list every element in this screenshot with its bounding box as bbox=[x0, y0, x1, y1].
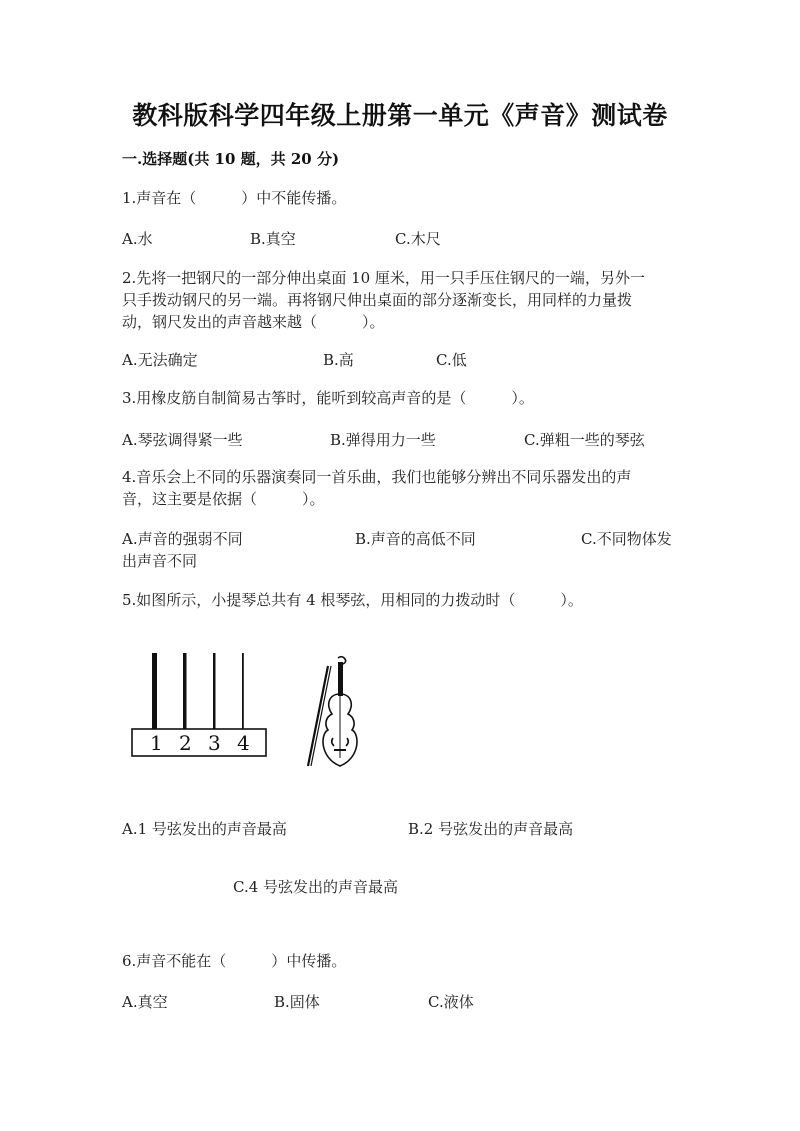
string-label-3: 3 bbox=[208, 731, 221, 755]
q1-option-c: C.木尺 bbox=[395, 230, 441, 248]
question-4-stem-line-1: 4.音乐会上不同的乐器演奏同一首乐曲，我们也能够分辨出不同乐器发出的声 bbox=[122, 468, 632, 486]
q1-option-a: A.水 bbox=[122, 230, 153, 248]
question-1-stem: 1.声音在（ ）中不能传播。 bbox=[122, 189, 347, 207]
violin-body bbox=[323, 657, 357, 766]
question-4-stem-line-2: 音，这主要是依据（ ）。 bbox=[122, 490, 325, 508]
violin-illustration bbox=[298, 654, 378, 774]
question-3-stem: 3.用橡皮筋自制简易古筝时，能听到较高声音的是（ ）。 bbox=[122, 389, 534, 407]
string-2-bar bbox=[183, 653, 187, 733]
q4-option-a: A.声音的强弱不同 bbox=[122, 530, 243, 548]
string-4-bar bbox=[242, 653, 244, 733]
violin-bow bbox=[308, 666, 331, 766]
string-1-bar bbox=[152, 653, 157, 733]
q5-option-c: C.4 号弦发出的声音最高 bbox=[233, 878, 399, 896]
q6-option-c: C.液体 bbox=[428, 993, 474, 1011]
q3-option-c: C.弹粗一些的琴弦 bbox=[524, 431, 645, 449]
q6-option-b: B.固体 bbox=[274, 993, 320, 1011]
section-heading: 一.选择题(共 10 题，共 20 分) bbox=[122, 150, 340, 168]
q5-option-a: A.1 号弦发出的声音最高 bbox=[122, 820, 287, 838]
q6-option-a: A.真空 bbox=[122, 993, 168, 1011]
q1-option-b: B.真空 bbox=[250, 230, 296, 248]
q3-option-a: A.琴弦调得紧一些 bbox=[122, 431, 243, 449]
string-label-1: 1 bbox=[150, 731, 163, 755]
strings-diagram bbox=[128, 648, 273, 763]
question-2-stem-line-3: 动，钢尺发出的声音越来越（ ）。 bbox=[122, 313, 385, 331]
q4-option-c-continued: 出声音不同 bbox=[122, 552, 198, 570]
question-6-stem: 6.声音不能在（ ）中传播。 bbox=[122, 952, 347, 970]
q3-option-b: B.弹得用力一些 bbox=[330, 431, 436, 449]
string-3-bar bbox=[213, 653, 216, 733]
q4-option-c: C.不同物体发 bbox=[581, 530, 672, 548]
string-label-2: 2 bbox=[179, 731, 192, 755]
question-5-stem: 5.如图所示，小提琴总共有 4 根琴弦，用相同的力拨动时（ ）。 bbox=[122, 591, 583, 609]
q2-option-a: A.无法确定 bbox=[122, 351, 198, 369]
question-2-stem-line-2: 只手拨动钢尺的另一端。再将钢尺伸出桌面的部分逐渐变长，用同样的力量拨 bbox=[122, 291, 633, 309]
q2-option-b: B.高 bbox=[323, 351, 354, 369]
q4-option-b: B.声音的高低不同 bbox=[355, 530, 476, 548]
string-label-4: 4 bbox=[237, 731, 250, 755]
q5-option-b: B.2 号弦发出的声音最高 bbox=[408, 820, 574, 838]
page-title: 教科版科学四年级上册第一单元《声音》测试卷 bbox=[132, 101, 668, 130]
q2-option-c: C.低 bbox=[436, 351, 467, 369]
question-2-stem-line-1: 2.先将一把钢尺的一部分伸出桌面 10 厘米，用一只手压住钢尺的一端，另外一 bbox=[122, 269, 645, 287]
